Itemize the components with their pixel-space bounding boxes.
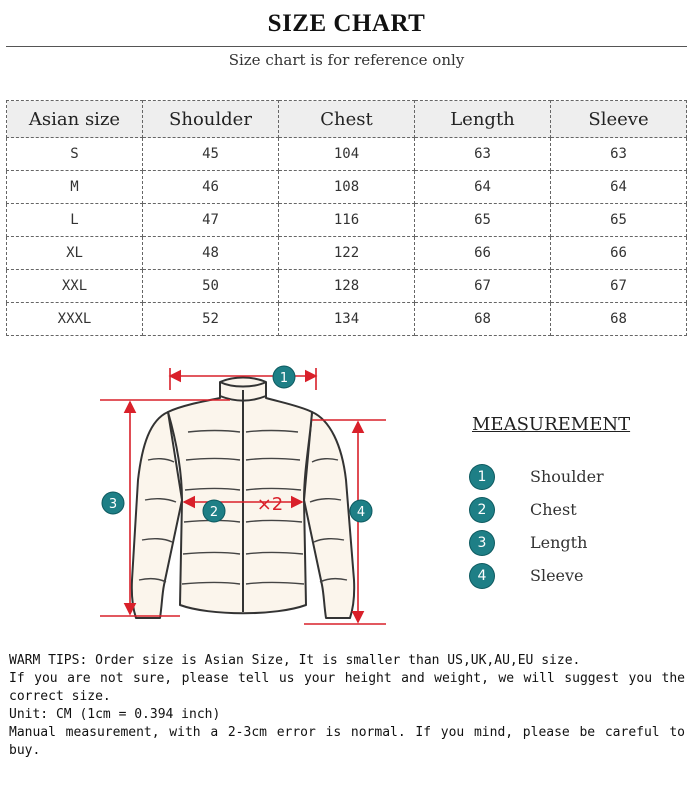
marker-2-icon: 2 bbox=[470, 498, 494, 522]
table-cell: 122 bbox=[279, 237, 415, 270]
table-cell: 67 bbox=[415, 270, 551, 303]
tip-line: Unit: CM (1cm = 0.394 inch) bbox=[9, 707, 221, 722]
legend-label: Shoulder bbox=[530, 467, 604, 486]
tip-line: If you are not sure, please tell us your height and weight, we will suggest you the correct size. bbox=[9, 671, 685, 704]
legend-label: Sleeve bbox=[530, 566, 584, 585]
tip-line: WARM TIPS: Order size is Asian Size, It is smaller than US,UK,AU,EU size. bbox=[9, 653, 581, 668]
table-cell: 52 bbox=[143, 303, 279, 336]
page-subtitle: Size chart is for reference only bbox=[228, 51, 465, 69]
table-row bbox=[7, 237, 687, 270]
marker-1-icon bbox=[273, 366, 295, 388]
table-cell: 46 bbox=[143, 171, 279, 204]
warm-tips bbox=[9, 652, 685, 760]
table-cell: XXL bbox=[7, 270, 143, 303]
legend-label: Chest bbox=[530, 500, 577, 519]
jacket-diagram bbox=[90, 360, 410, 630]
table-cell: 66 bbox=[415, 237, 551, 270]
svg-text:2: 2 bbox=[209, 505, 219, 520]
table-cell: 116 bbox=[279, 204, 415, 237]
table-cell: 65 bbox=[551, 204, 687, 237]
column-header: Chest bbox=[279, 101, 415, 138]
table-cell: 63 bbox=[415, 138, 551, 171]
table-cell: 48 bbox=[143, 237, 279, 270]
table-cell: XXXL bbox=[7, 303, 143, 336]
table-header-row bbox=[7, 101, 687, 138]
table-cell: 45 bbox=[143, 138, 279, 171]
size-table bbox=[6, 100, 687, 336]
table-cell: 47 bbox=[143, 204, 279, 237]
marker-4-icon bbox=[350, 500, 372, 522]
table-cell: M bbox=[7, 171, 143, 204]
tip-line: Manual measurement, with a 2-3cm error is normal. If you mind, please be careful to buy. bbox=[9, 725, 685, 758]
marker-3-icon bbox=[102, 492, 124, 514]
table-cell: 134 bbox=[279, 303, 415, 336]
title-divider bbox=[6, 46, 687, 47]
table-row bbox=[7, 270, 687, 303]
table-cell: 66 bbox=[551, 237, 687, 270]
table-cell: 65 bbox=[415, 204, 551, 237]
table-cell: 63 bbox=[551, 138, 687, 171]
table-row bbox=[7, 303, 687, 336]
measurement-title: MEASUREMENT bbox=[472, 414, 631, 435]
column-header: Sleeve bbox=[551, 101, 687, 138]
table-cell: 68 bbox=[551, 303, 687, 336]
chest-multiplier: ×2 bbox=[256, 494, 284, 515]
table-row bbox=[7, 171, 687, 204]
table-cell: 67 bbox=[551, 270, 687, 303]
table-cell: L bbox=[7, 204, 143, 237]
table-row bbox=[7, 138, 687, 171]
svg-text:4: 4 bbox=[356, 505, 366, 520]
table-cell: 104 bbox=[279, 138, 415, 171]
table-cell: S bbox=[7, 138, 143, 171]
marker-1-icon: 1 bbox=[470, 465, 494, 489]
column-header: Length bbox=[415, 101, 551, 138]
table-cell: 128 bbox=[279, 270, 415, 303]
table-cell: 50 bbox=[143, 270, 279, 303]
svg-text:1: 1 bbox=[279, 371, 289, 386]
marker-3-icon: 3 bbox=[470, 531, 494, 555]
table-cell: 64 bbox=[415, 171, 551, 204]
legend-label: Length bbox=[530, 533, 588, 552]
column-header: Asian size bbox=[7, 101, 143, 138]
svg-text:3: 3 bbox=[108, 497, 118, 512]
table-row bbox=[7, 204, 687, 237]
column-header: Shoulder bbox=[143, 101, 279, 138]
table-cell: 64 bbox=[551, 171, 687, 204]
marker-2-icon bbox=[203, 500, 225, 522]
table-cell: 108 bbox=[279, 171, 415, 204]
marker-4-icon: 4 bbox=[470, 564, 494, 588]
table-cell: XL bbox=[7, 237, 143, 270]
table-cell: 68 bbox=[415, 303, 551, 336]
page-title: SIZE CHART bbox=[267, 10, 426, 37]
